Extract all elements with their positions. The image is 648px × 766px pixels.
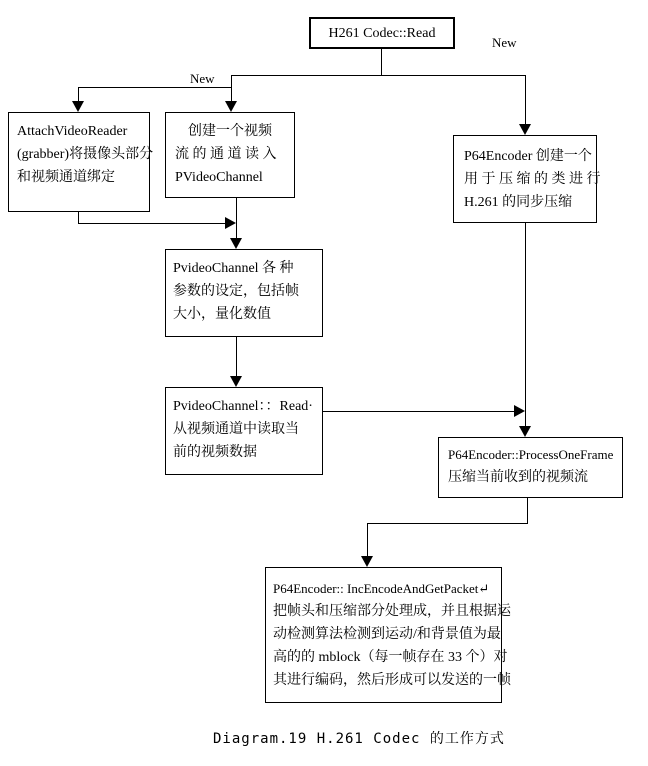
text-line: 和视频通道绑定: [17, 170, 115, 185]
text-line: P64Encoder:: IncEncodeAndGetPacket↵: [273, 581, 490, 596]
text-line: P64Encoder 创建一个: [464, 149, 592, 164]
text-line: 大小，量化数值: [173, 307, 271, 322]
arrowhead-down-attach-icon: [72, 101, 84, 112]
connector-channel-to-params: [236, 198, 237, 239]
text-line: 流 的 通 道 读 入: [175, 147, 277, 162]
label-new-right: New: [492, 35, 517, 50]
connector-read-down: [381, 49, 382, 75]
text-line: 从视频通道中读取当: [173, 422, 299, 437]
text-line: 其进行编码，然后形成可以发送的一帧: [273, 673, 511, 688]
diagram-caption: Diagram.19 H.261 Codec 的工作方式: [213, 731, 505, 747]
text-line: (grabber)将摄像头部分: [17, 147, 154, 162]
connector-params-to-read: [236, 337, 237, 377]
arrowhead-down-encode-icon: [361, 556, 373, 567]
connector-to-p64-create: [525, 75, 526, 124]
text-line: H.261 的同步压缩: [464, 195, 573, 210]
box-create-video-channel: [165, 112, 295, 198]
arrowhead-down-p64-create-icon: [519, 124, 531, 135]
text-line: 动检测算法检测到运动/和背景值为最: [273, 627, 501, 642]
text-line: 前的视频数据: [173, 445, 257, 460]
text-line: 把帧头和压缩部分处理成，并且根据运: [273, 604, 511, 619]
text-line: AttachVideoReader: [17, 124, 128, 139]
connector-to-create-channel: [231, 75, 232, 101]
box-pvideochannel-params: [165, 249, 323, 337]
text-line: PvideoChannel：：Read·: [173, 399, 313, 414]
label-new-left: New: [190, 71, 215, 86]
connector-left-branch: [78, 87, 232, 88]
connector-read-to-process: [323, 411, 514, 412]
text-line: P64Encoder::ProcessOneFrame: [448, 447, 614, 462]
connector-top-split: [231, 75, 526, 76]
box-h261codec-read: [309, 17, 455, 49]
text-line: 压缩当前收到的视频流: [448, 470, 588, 485]
arrowhead-down-create-channel-icon: [225, 101, 237, 112]
arrowhead-right-process-icon: [514, 405, 525, 417]
box-p64encoder-processoneframe: [438, 437, 623, 498]
box-pvideochannel-read: [165, 387, 323, 475]
text-line: 用 于 压 缩 的 类 进 行: [464, 172, 601, 187]
connector-to-attach: [78, 87, 79, 101]
connector-process-down: [527, 498, 528, 524]
text-line: 参数的设定，包括帧: [173, 284, 299, 299]
box-attachvideoreader: [8, 112, 154, 212]
connector-attach-right: [78, 223, 225, 224]
text-line: PVideoChannel: [175, 170, 263, 185]
text-line: 创建一个视频: [188, 124, 272, 139]
box-p64encoder-incencodeandgetpacket: [265, 567, 511, 703]
text-line: PvideoChannel 各 种: [173, 261, 294, 276]
arrowhead-right-attach-icon: [225, 217, 236, 229]
arrowhead-down-channel-read-icon: [230, 376, 242, 387]
box-p64encoder-create: [453, 135, 601, 223]
arrowhead-down-process-icon: [519, 426, 531, 437]
connector-process-left: [367, 523, 528, 524]
text-line: 高的的 mblock（每一帧存在 33 个）对: [273, 650, 508, 665]
connector-to-encode: [367, 523, 368, 557]
text-line: H261 Codec::Read: [328, 25, 436, 41]
arrowhead-down-params-icon: [230, 238, 242, 249]
connector-p64-down: [525, 223, 526, 427]
